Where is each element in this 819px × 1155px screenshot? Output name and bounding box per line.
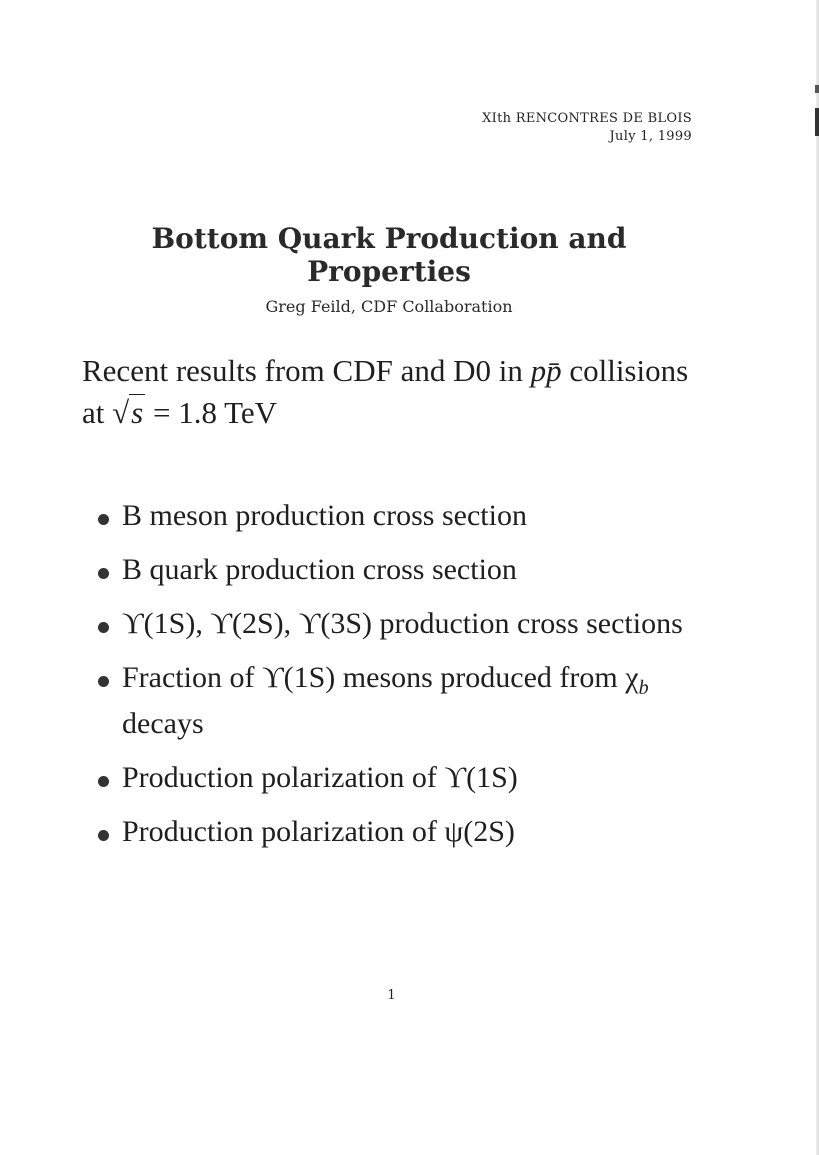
bullet-icon <box>98 514 109 525</box>
intro-line-1 <box>82 350 702 392</box>
page-number: 1 <box>387 988 396 1003</box>
bullet-icon <box>98 776 109 787</box>
intro-paragraph <box>82 350 702 434</box>
list-item <box>98 760 708 796</box>
bullet-icon <box>98 568 109 579</box>
bullet-icon <box>98 622 109 633</box>
list-item <box>98 660 708 742</box>
list-item <box>98 498 708 534</box>
sqrt-expression <box>112 392 145 434</box>
chi-subscript: b <box>638 677 649 699</box>
author-line: Greg Feild, CDF Collaboration <box>265 297 513 316</box>
conference-date: July 1, 1999 <box>609 129 692 144</box>
slide-title <box>84 222 694 288</box>
title-line-2: Properties <box>307 255 471 288</box>
intro-line-2 <box>82 392 702 434</box>
intro-text: Recent results from CDF and D0 in <box>82 353 531 388</box>
list-item-text: ϒ(1S), ϒ(2S), ϒ(3S) production cross sections <box>122 607 683 640</box>
scan-edge-mark <box>815 85 819 93</box>
collision-symbol: pp̄ <box>530 353 562 388</box>
energy-value: = 1.8 TeV <box>145 395 278 430</box>
bullet-icon <box>98 830 109 841</box>
sqrt-variable: s <box>131 395 144 430</box>
list-item-text: Fraction of ϒ(1S) mesons produced from χ <box>122 661 639 694</box>
list-item <box>98 814 708 850</box>
conference-name: XIth RENCONTRES DE BLOIS <box>482 111 692 126</box>
list-item <box>98 552 708 588</box>
title-line-1: Bottom Quark Production and <box>151 222 627 255</box>
list-item-text: B meson production cross section <box>122 499 527 532</box>
list-item-text: Production polarization of ϒ(1S) <box>122 761 518 794</box>
list-item <box>98 606 708 642</box>
scan-edge-mark <box>815 108 819 136</box>
bullet-icon <box>98 676 109 687</box>
intro-text-after: collisions <box>561 353 689 388</box>
list-item-text: B quark production cross section <box>122 553 517 586</box>
conference-header <box>482 110 692 146</box>
topic-list <box>98 498 708 868</box>
sqrt-icon: √ <box>112 395 130 430</box>
list-item-text: Production polarization of ψ(2S) <box>122 815 515 848</box>
intro-at: at <box>82 395 113 430</box>
list-item-continuation: decays <box>122 707 204 740</box>
